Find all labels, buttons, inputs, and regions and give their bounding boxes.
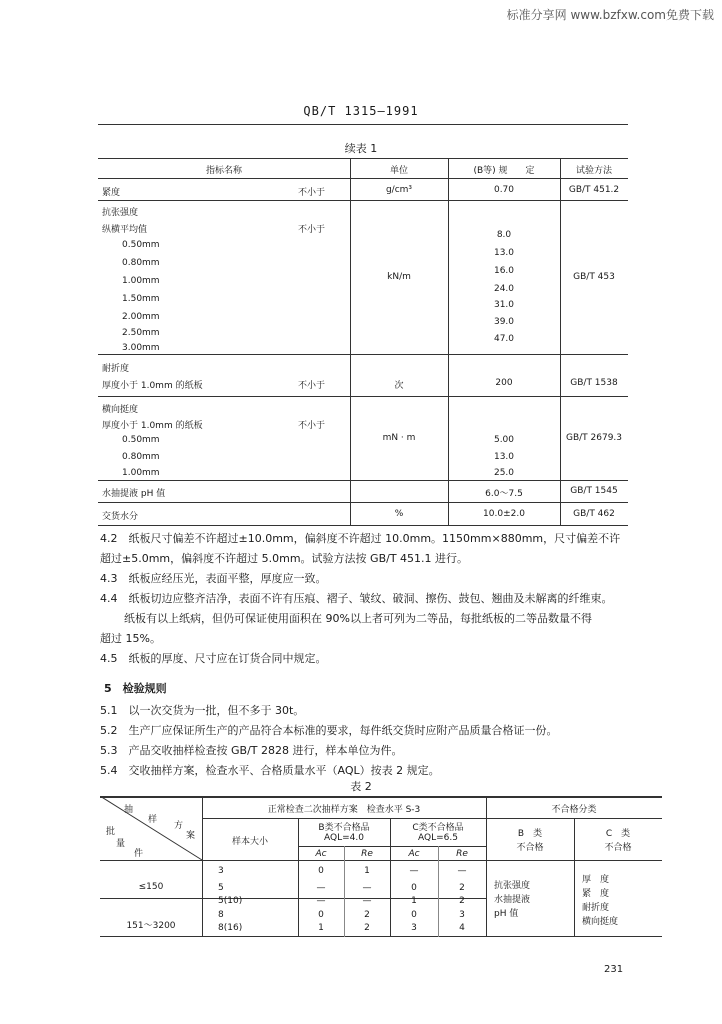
b-ac: 0 — [318, 866, 324, 876]
b-re: 2 — [364, 923, 370, 933]
stiffness-value: 25.0 — [493, 468, 515, 478]
ph-value: 6.0～7.5 — [485, 489, 523, 499]
density-unit: g/cm³ — [385, 185, 413, 195]
tensile-title: 抗张强度 — [102, 208, 139, 218]
sample-size: 5(10) — [218, 896, 243, 906]
stiffness-row: 厚度小于 1.0mm 的纸板 — [102, 421, 203, 431]
stiffness-thickness: 0.80mm — [122, 452, 160, 462]
density-label: 紧度 — [102, 188, 121, 198]
ph-label: 水抽提液 pH 值 — [102, 489, 166, 499]
c-re: — — [457, 866, 467, 876]
tensile-value: 31.0 — [493, 300, 515, 310]
tensile-subtitle: 纵横平均值 — [102, 225, 148, 235]
stiffness-thickness: 1.00mm — [122, 468, 160, 478]
folding-qualifier: 不小于 — [298, 381, 326, 391]
lot-size: 151～3200 — [126, 921, 176, 931]
table1-caption: 续表 1 — [344, 142, 378, 155]
stiffness-title: 横向挺度 — [102, 405, 139, 415]
density-method: GB/T 451.2 — [568, 185, 620, 195]
b-ac: — — [316, 896, 326, 906]
b-ac: 0 — [318, 910, 324, 920]
nonconf-header: 不合格分类 — [551, 805, 597, 815]
tensile-thickness: 1.50mm — [122, 294, 160, 304]
folding-unit: 次 — [394, 381, 404, 391]
stiffness-value: 5.00 — [493, 435, 515, 445]
b-re: — — [362, 883, 372, 893]
tensile-method: GB/T 453 — [573, 272, 615, 282]
b-header: B类不合格品 — [318, 823, 370, 833]
c-item: 厚 度 — [582, 875, 610, 885]
corner-sample: 抽 — [124, 805, 134, 815]
clause-line: 5.4 交收抽样方案，检查水平、合格质量水平（AQL）按表 2 规定。 — [100, 764, 440, 777]
c-header: C类不合格品 — [412, 823, 464, 833]
folding-method: GB/T 1538 — [570, 378, 618, 388]
tensile-value: 13.0 — [493, 248, 515, 258]
col-header-spec: (B等) 规 定 — [473, 166, 535, 176]
c-item: 耐折度 — [582, 903, 610, 913]
c-ac: — — [409, 866, 419, 876]
c-re: 4 — [459, 923, 465, 933]
b-ac-header: Ac — [315, 849, 327, 859]
section-heading: 5 检验规则 — [104, 682, 167, 695]
clause-line: 4.2 纸板尺寸偏差不许超过±10.0mm，偏斜度不许超过 10.0mm。1150mm×880mm，尺寸偏差不许 — [100, 532, 621, 545]
table2-caption: 表 2 — [350, 780, 372, 793]
folding-value: 200 — [495, 378, 513, 388]
clause-line: 5.3 产品交收抽样检查按 GB/T 2828 进行，样本单位为件。 — [100, 744, 403, 757]
c-ac: 1 — [411, 896, 417, 906]
sample-size: 8(16) — [218, 923, 243, 933]
ph-method: GB/T 1545 — [570, 486, 618, 496]
moisture-label: 交货水分 — [102, 512, 139, 522]
clause-line: 5.2 生产厂应保证所生产的产品符合本标准的要求，每件纸交货时应附产品质量合格证一份。 — [100, 724, 558, 737]
c-re: 2 — [459, 883, 465, 893]
clause-line: 5.1 以一次交货为一批，但不多于 30t。 — [100, 704, 305, 717]
corner-plan2: 案 — [186, 831, 196, 841]
corner-plan: 方 — [174, 821, 184, 831]
stiffness-qualifier: 不小于 — [298, 421, 326, 431]
b-re: — — [362, 896, 372, 906]
folding-row: 厚度小于 1.0mm 的纸板 — [102, 381, 203, 391]
clause-line: 纸板有以上纸病，但仍可保证使用面积在 90%以上者可列为二等品，每批纸板的二等品数量不得 — [124, 612, 592, 625]
tensile-value: 24.0 — [493, 284, 515, 294]
col-header-indicator: 指标名称 — [205, 166, 242, 176]
c-item: 横向挺度 — [582, 917, 619, 927]
plan-header: 正常检查二次抽样方案 检查水平 S-3 — [267, 805, 421, 815]
tensile-qualifier: 不小于 — [298, 225, 326, 235]
c-item: 紧 度 — [582, 889, 610, 899]
c-re: 3 — [459, 910, 465, 920]
sample-size: 5 — [218, 883, 224, 893]
moisture-unit: % — [394, 509, 404, 519]
c-ac: 3 — [411, 923, 417, 933]
corner-qty: 量 — [116, 839, 126, 849]
standard-number: QB/T 1315—1991 — [303, 104, 419, 118]
tensile-thickness: 0.50mm — [122, 240, 160, 250]
tensile-thickness: 0.80mm — [122, 258, 160, 268]
b-ac: — — [316, 883, 326, 893]
folding-title: 耐折度 — [102, 364, 130, 374]
watermark-text: 标准分享网 www.bzfxw.com免费下载 — [506, 8, 714, 22]
clause-line: 4.5 纸板的厚度、尺寸应在订货合同中规定。 — [100, 652, 327, 665]
stiffness-method: GB/T 2679.3 — [565, 433, 623, 443]
density-qualifier: 不小于 — [298, 188, 326, 198]
table1 — [98, 158, 628, 526]
tensile-value: 47.0 — [493, 334, 515, 344]
c-ac: 0 — [411, 883, 417, 893]
corner-unit: 件 — [134, 849, 144, 859]
corner-sample2: 样 — [148, 815, 158, 825]
clause-line: 超过±5.0mm，偏斜度不许超过 5.0mm。试验方法按 GB/T 451.1 进行。 — [100, 552, 469, 565]
tensile-value: 16.0 — [493, 266, 515, 276]
c-re-header: Re — [456, 849, 468, 859]
b-item: 水抽提液 — [494, 895, 531, 905]
stiffness-value: 13.0 — [493, 452, 515, 462]
corner-batch: 批 — [106, 827, 116, 837]
c-re: 2 — [459, 896, 465, 906]
b-re: 2 — [364, 910, 370, 920]
stiffness-thickness: 0.50mm — [122, 435, 160, 445]
header-rule — [98, 124, 628, 125]
b-re: 1 — [364, 866, 370, 876]
c-class: C 类 — [605, 829, 631, 839]
b-aql: AQL=4.0 — [324, 833, 364, 843]
page-number: 231 — [604, 964, 624, 975]
clause-line: 4.3 纸板应经压光，表面平整，厚度应一致。 — [100, 572, 327, 585]
sample-size: 8 — [218, 910, 224, 920]
tensile-thickness: 2.00mm — [122, 312, 160, 322]
b-class2: 不合格 — [516, 843, 544, 853]
c-aql: AQL=6.5 — [418, 833, 458, 843]
b-item: pH 值 — [494, 909, 519, 919]
b-class: B 类 — [517, 829, 543, 839]
tensile-value: 39.0 — [493, 317, 515, 327]
col-header-method: 试验方法 — [575, 166, 612, 176]
tensile-thickness: 2.50mm — [122, 328, 160, 338]
table2 — [100, 796, 662, 938]
tensile-thickness: 3.00mm — [122, 343, 160, 353]
tensile-thickness: 1.00mm — [122, 276, 160, 286]
b-re-header: Re — [361, 849, 373, 859]
tensile-value: 8.0 — [496, 230, 512, 240]
clause-line: 超过 15%。 — [100, 632, 161, 645]
sample-size: 3 — [218, 866, 224, 876]
sample-size-header: 样本大小 — [231, 837, 268, 847]
moisture-method: GB/T 462 — [573, 509, 615, 519]
lot-size: ≤150 — [138, 882, 164, 892]
density-value: 0.70 — [493, 185, 515, 195]
moisture-value: 10.0±2.0 — [483, 509, 525, 519]
clause-line: 4.4 纸板切边应整齐洁净，表面不许有压痕、褶子、皱纹、破洞、擦伤、鼓包、翘曲及未解离的纤维束。 — [100, 592, 613, 605]
c-ac-header: Ac — [408, 849, 420, 859]
c-ac: 0 — [411, 910, 417, 920]
tensile-unit: kN/m — [387, 272, 411, 282]
stiffness-unit: mN · m — [382, 433, 416, 443]
c-class2: 不合格 — [604, 843, 632, 853]
b-ac: 1 — [318, 923, 324, 933]
col-header-unit: 单位 — [389, 166, 408, 176]
b-item: 抗张强度 — [494, 881, 531, 891]
